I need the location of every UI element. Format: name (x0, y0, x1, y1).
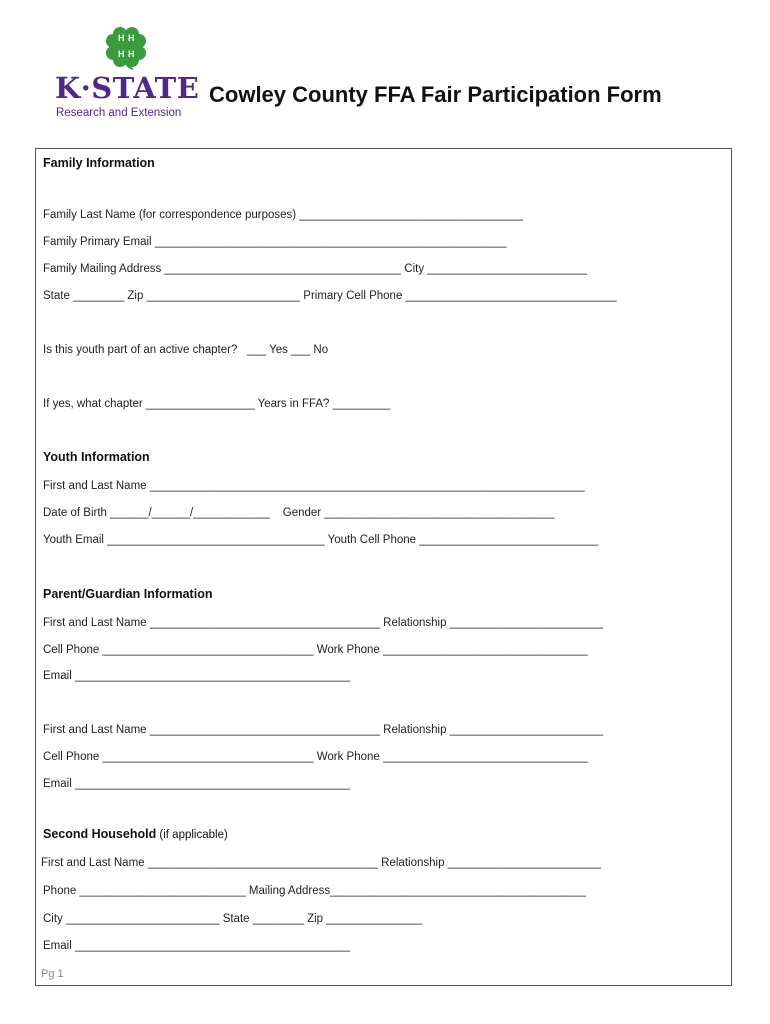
active-chapter-question[interactable]: Is this youth part of an active chapter? ___ Yes ___ No (43, 344, 329, 356)
household2-email-field[interactable]: Email ___________________________________________ (43, 940, 350, 952)
svg-text:H: H (128, 49, 135, 59)
family-address-city-field[interactable]: Family Mailing Address _____________________________________ City _________________________ (43, 263, 588, 275)
logo-subtitle: Research and Extension (56, 107, 182, 119)
household2-phone-address-field[interactable]: Phone __________________________ Mailing Address________________________________________ (43, 885, 586, 897)
page-title: Cowley County FFA Fair Participation Form (209, 82, 662, 107)
youth-name-field[interactable]: First and Last Name ____________________________________________________________________ (43, 480, 585, 492)
family-last-name-field[interactable]: Family Last Name (for correspondence purposes) ___________________________________ (43, 209, 524, 221)
second-household-note: (if applicable) (156, 829, 228, 841)
svg-text:H: H (118, 33, 125, 43)
svg-text:H: H (128, 33, 135, 43)
parent-info-heading: Parent/Guardian Information (43, 587, 213, 601)
youth-email-phone-field[interactable]: Youth Email __________________________________ Youth Cell Phone ____________________________ (43, 534, 599, 546)
household2-name-relationship-field[interactable]: First and Last Name ____________________________________ Relationship ________________________ (41, 857, 602, 869)
state-zip-phone-field[interactable]: State ________ Zip ________________________ Primary Cell Phone _________________________________ (43, 290, 617, 302)
page-number: Pg 1 (41, 968, 64, 980)
second-household-heading (43, 827, 228, 842)
svg-text:H: H (118, 49, 125, 59)
guardian1-phones-field[interactable]: Cell Phone _________________________________ Work Phone ________________________________ (43, 644, 588, 656)
guardian2-email-field[interactable]: Email ___________________________________________ (43, 778, 350, 790)
second-household-title: Second Household (43, 827, 157, 841)
family-email-field[interactable]: Family Primary Email _______________________________________________________ (43, 236, 507, 248)
chapter-years-field[interactable]: If yes, what chapter _________________ Years in FFA? _________ (43, 398, 391, 410)
guardian2-name-relationship-field[interactable]: First and Last Name ____________________________________ Relationship ________________________ (43, 724, 604, 736)
four-leaf-clover-icon (103, 24, 149, 70)
youth-info-heading: Youth Information (43, 450, 150, 464)
guardian1-email-field[interactable]: Email ___________________________________________ (43, 670, 350, 682)
family-info-heading: Family Information (43, 156, 155, 170)
dob-gender-field[interactable]: Date of Birth ______/______/____________ Gender ____________________________________ (43, 507, 555, 519)
guardian2-phones-field[interactable]: Cell Phone _________________________________ Work Phone ________________________________ (43, 751, 588, 763)
household2-city-state-zip-field[interactable]: City ________________________ State ________ Zip _______________ (43, 913, 423, 925)
guardian1-name-relationship-field[interactable]: First and Last Name ____________________________________ Relationship ________________________ (43, 617, 604, 629)
kstate-logo-text: K·STATE (55, 71, 200, 105)
